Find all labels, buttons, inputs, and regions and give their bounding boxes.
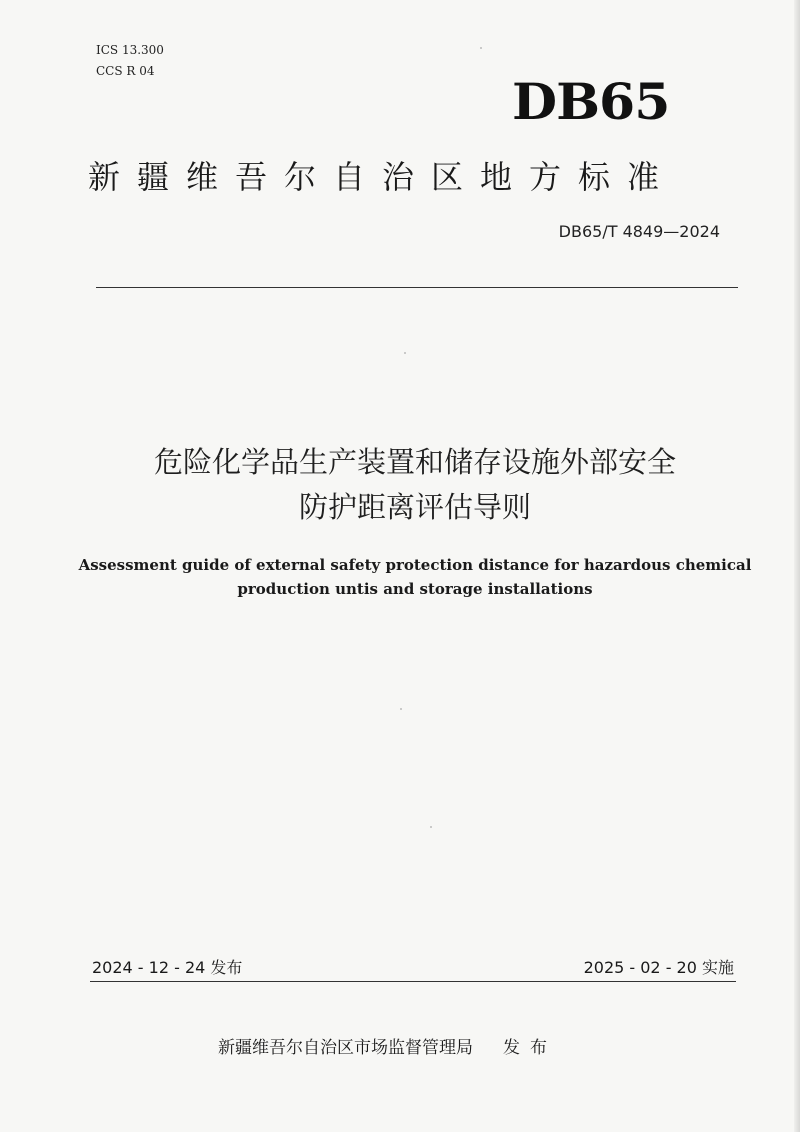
publisher-action: 发布 xyxy=(503,1038,557,1058)
scan-speck xyxy=(480,47,482,49)
document-title-en xyxy=(60,553,770,601)
publisher-line xyxy=(218,1033,557,1058)
implementation-date: 2025 - 02 - 20 实施 xyxy=(583,958,734,977)
scan-speck xyxy=(400,708,402,710)
scan-edge-shadow xyxy=(794,0,800,1132)
issue-date: 2024 - 12 - 24 发布 xyxy=(92,958,243,977)
standard-category-title: 新疆维吾尔自治区地方标准 xyxy=(88,158,677,196)
title-en-line-1: Assessment guide of external safety protection distance for hazardous chemical xyxy=(78,556,752,574)
scan-speck xyxy=(404,352,406,354)
classification-codes xyxy=(96,40,164,82)
scan-speck xyxy=(430,826,432,828)
db65-logo: DB65 xyxy=(512,73,670,132)
publisher-name: 新疆维吾尔自治区市场监督管理局 xyxy=(218,1038,473,1058)
standard-number: DB65/T 4849—2024 xyxy=(558,222,720,241)
bottom-divider xyxy=(90,981,736,982)
document-title-zh xyxy=(60,440,770,530)
top-divider xyxy=(96,287,738,288)
title-zh-line-1: 危险化学品生产装置和储存设施外部安全 xyxy=(153,445,676,479)
title-en-line-2: production untis and storage installations xyxy=(237,580,593,598)
ics-code: ICS 13.300 xyxy=(96,43,164,57)
title-zh-line-2: 防护距离评估导则 xyxy=(298,490,531,524)
ccs-code: CCS R 04 xyxy=(96,64,155,78)
